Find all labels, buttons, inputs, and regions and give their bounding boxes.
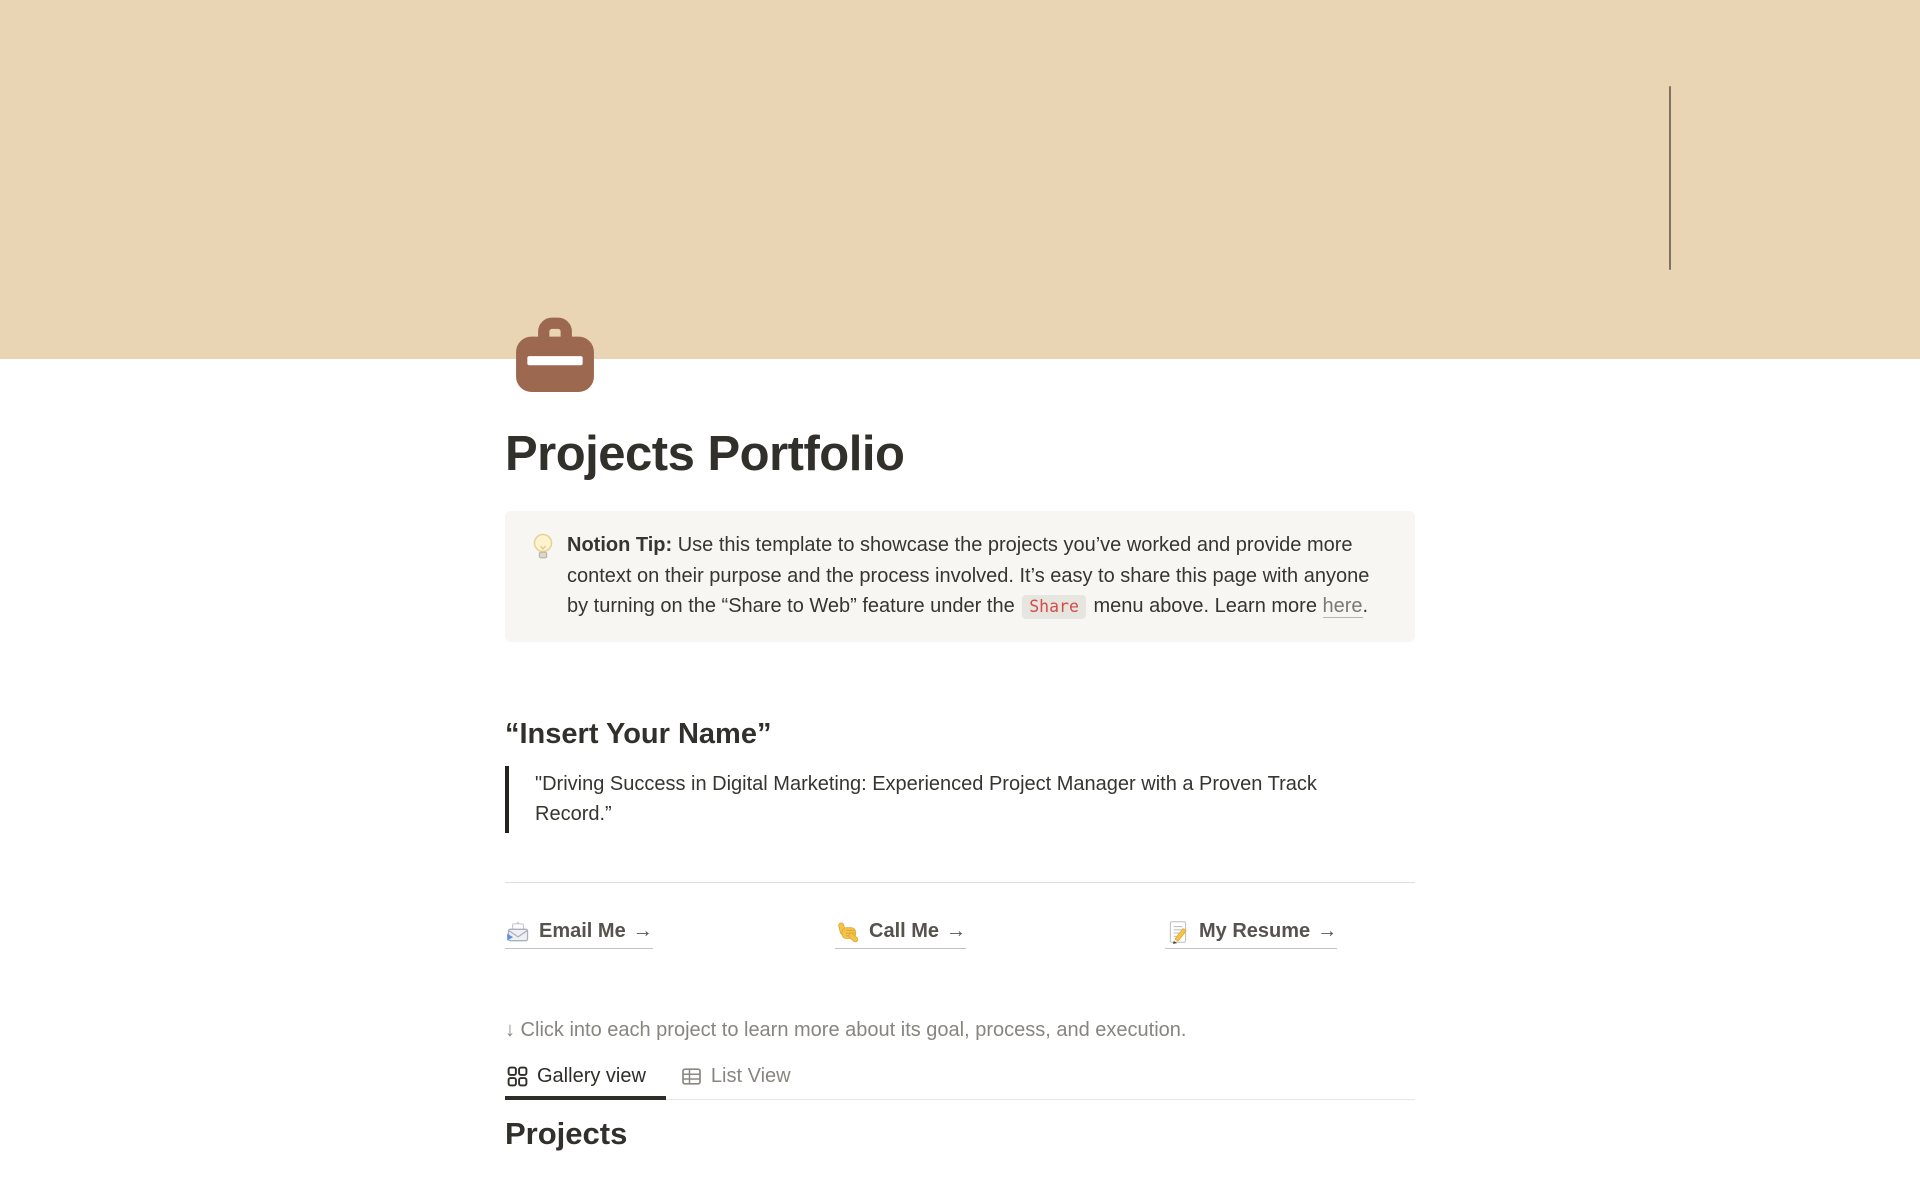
contact-links-row xyxy=(505,919,1415,949)
share-code-badge: Share xyxy=(1022,595,1086,619)
name-heading: “Insert Your Name” xyxy=(505,717,772,750)
call-me-label: Call Me xyxy=(869,920,940,942)
view-tabs xyxy=(505,1056,1415,1100)
light-bulb-icon xyxy=(529,532,557,562)
call-me-inner xyxy=(835,919,966,949)
arrow-right-icon: → xyxy=(632,920,653,942)
tab-gallery-view[interactable] xyxy=(505,1056,666,1100)
tab-gallery-view-label: Gallery view xyxy=(537,1064,646,1087)
email-me-inner xyxy=(505,919,653,949)
gallery-grid-icon xyxy=(507,1066,528,1087)
learn-more-link[interactable]: here xyxy=(1322,595,1363,617)
callout-after-code: menu above. Learn more xyxy=(1087,595,1323,617)
divider xyxy=(505,882,1415,883)
callout-label: Notion Tip: xyxy=(567,534,678,556)
my-resume-link[interactable] xyxy=(1165,919,1415,949)
arrow-right-icon: → xyxy=(1317,920,1338,942)
my-resume-inner xyxy=(1165,919,1337,949)
projects-caption: ↓ Click into each project to learn more about its goal, process, and execution. xyxy=(505,1018,1187,1041)
incoming-envelope-icon xyxy=(505,919,531,945)
page-cover xyxy=(0,0,1920,359)
page-body xyxy=(505,359,1415,1153)
email-me-label: Email Me xyxy=(539,920,626,942)
table-icon xyxy=(681,1066,702,1087)
email-me-link[interactable] xyxy=(505,919,755,949)
tab-list-view[interactable] xyxy=(679,1056,811,1100)
memo-icon xyxy=(1165,919,1191,945)
call-me-link[interactable] xyxy=(835,919,1085,949)
tagline-quote: "Driving Success in Digital Marketing: Experienced Project Manager with a Proven Track Record.” xyxy=(505,766,1415,833)
arrow-right-icon: → xyxy=(946,920,967,942)
callout-body: Use this template to showcase the projects you’ve worked and provide more context on their purpose and the process involved. It’s easy to share this page with anyone by turning on the “Share to Web” feature under the xyxy=(567,534,1370,617)
call-me-hand-icon xyxy=(835,919,861,945)
callout-text xyxy=(567,530,1395,623)
callout-end: . xyxy=(1362,595,1369,617)
page-title: Projects Portfolio xyxy=(505,427,905,481)
my-resume-label: My Resume xyxy=(1199,920,1311,942)
projects-heading: Projects xyxy=(505,1115,628,1151)
tab-list-view-label: List View xyxy=(710,1064,791,1087)
notion-tip-callout xyxy=(505,511,1415,642)
scrollbar-thumb[interactable] xyxy=(1669,86,1671,270)
